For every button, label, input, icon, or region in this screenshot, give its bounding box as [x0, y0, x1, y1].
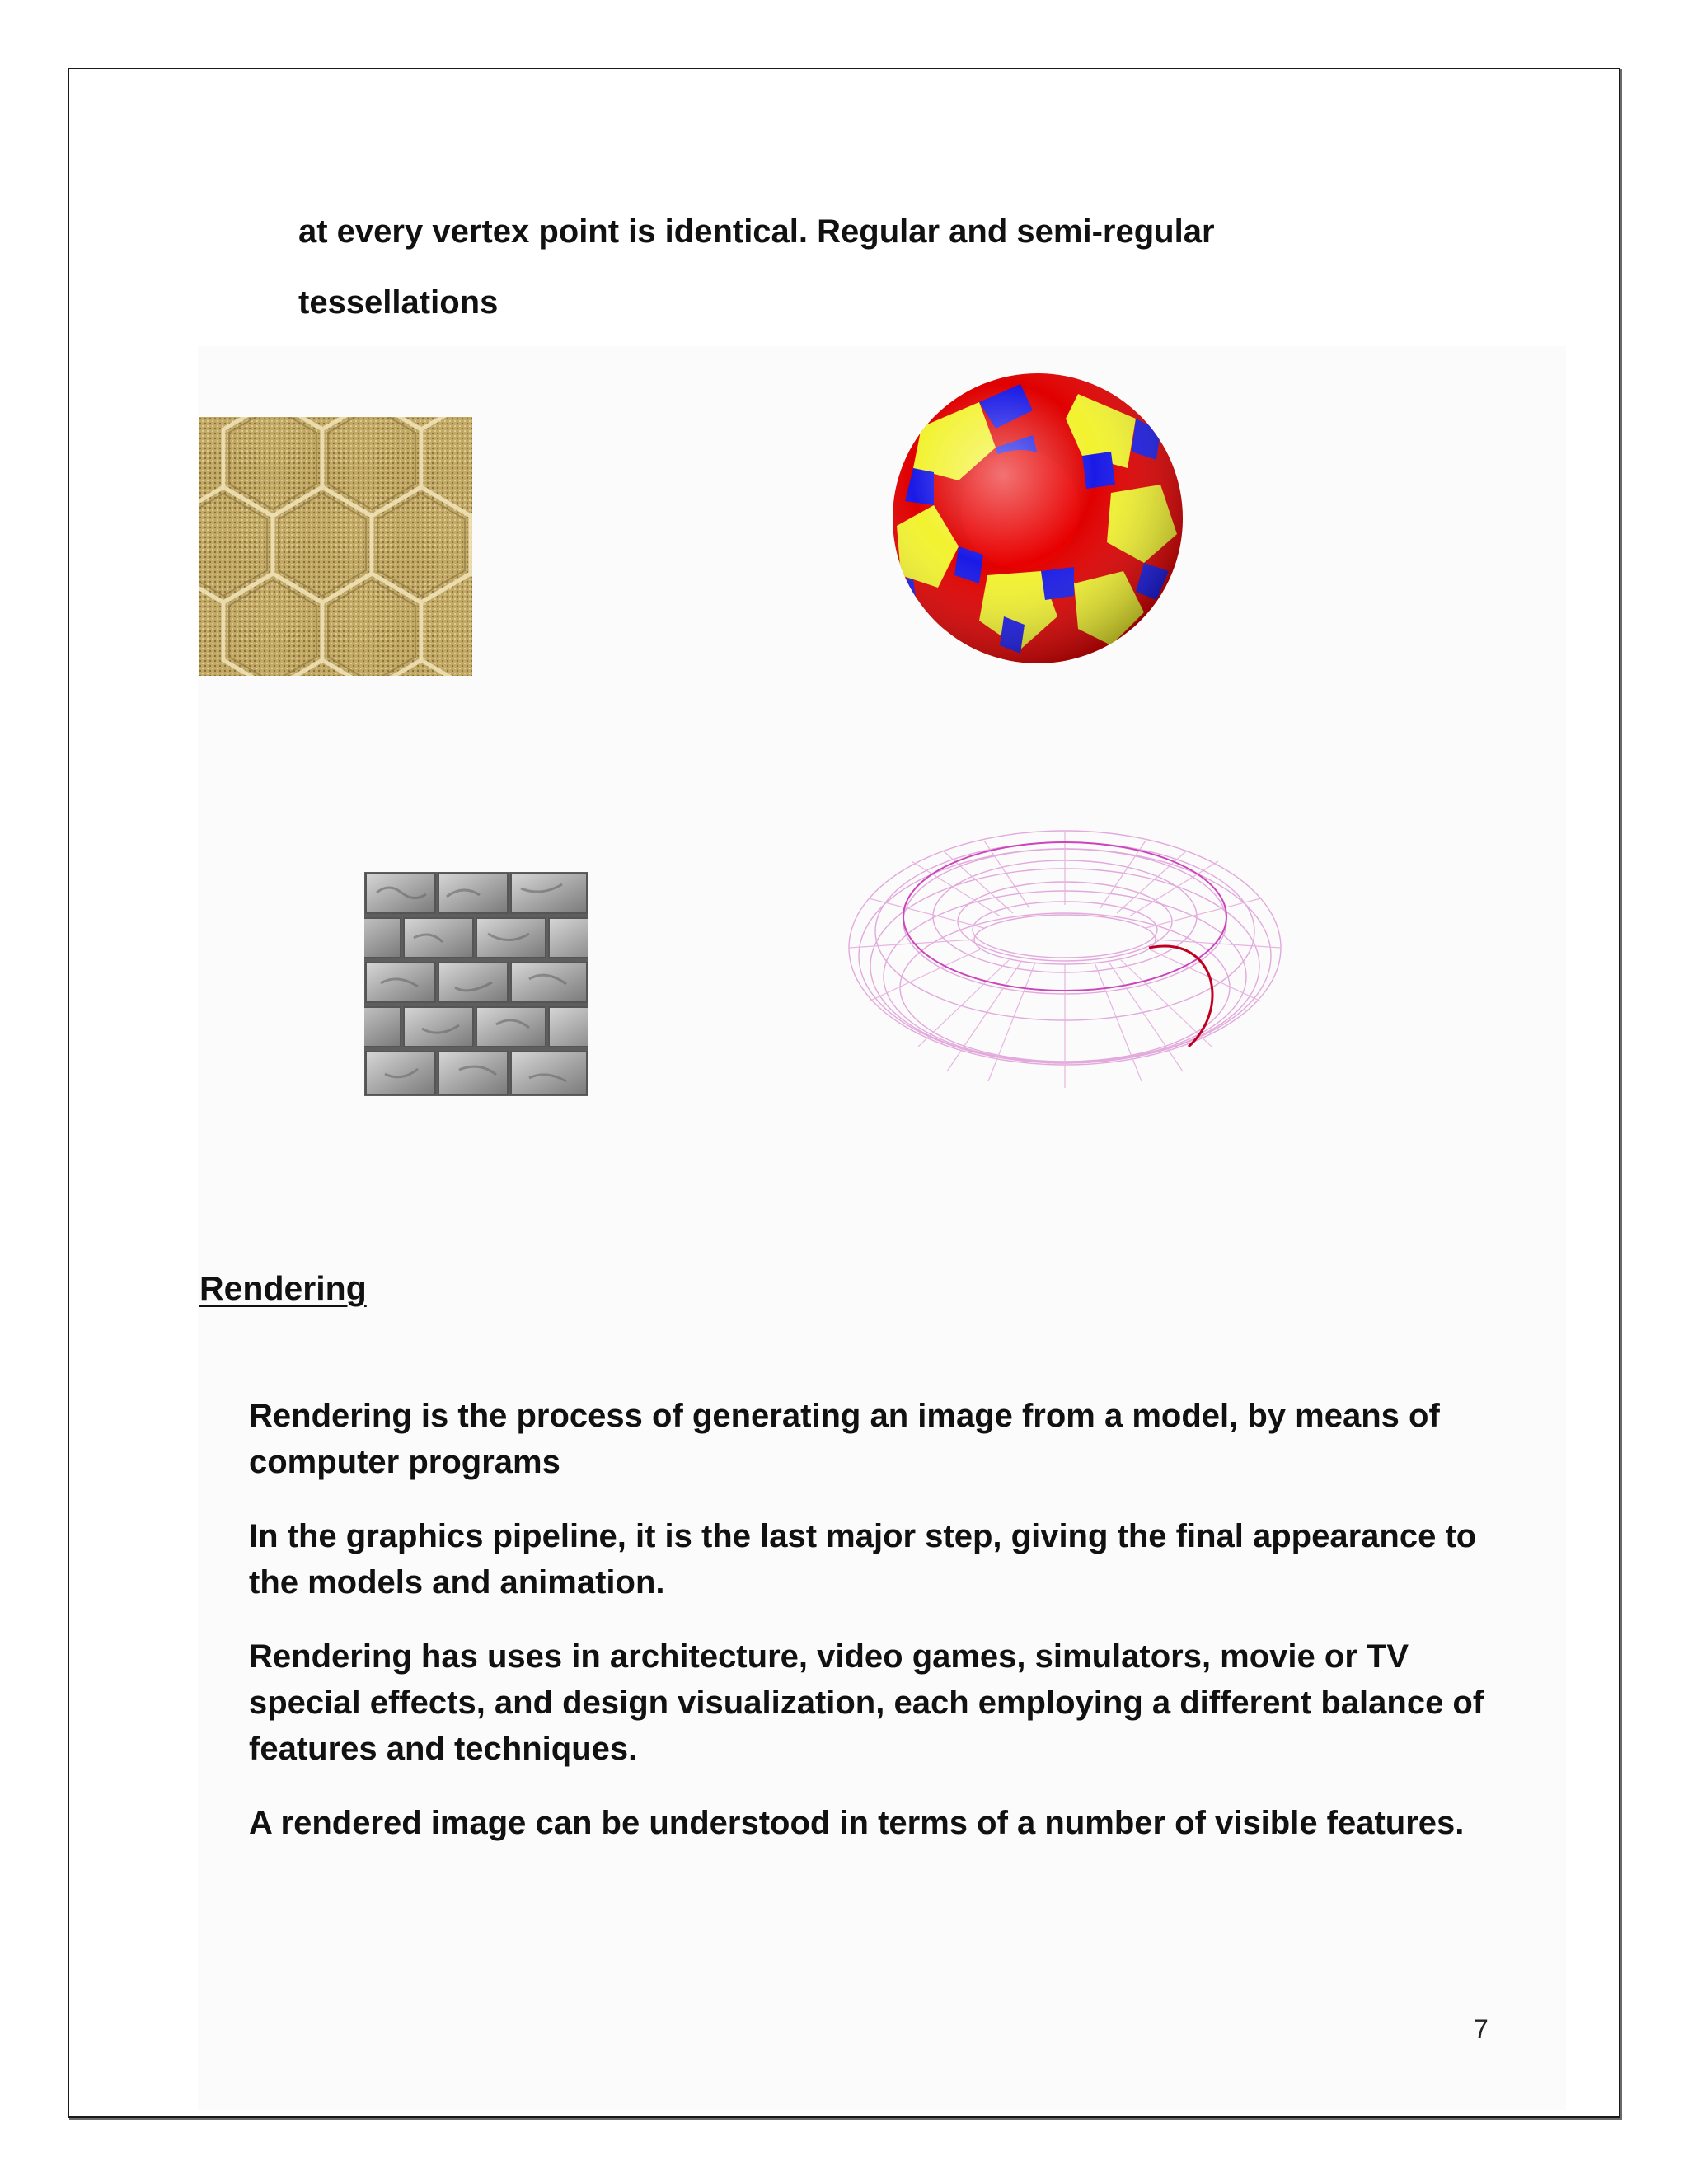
paragraph-3: Rendering has uses in architecture, video games, simulators, movie or TV special effects, and design visualization, each employing a different balance of features and techniques.	[249, 1638, 1484, 1767]
intro-text	[298, 196, 1535, 338]
tessellated-sphere-image	[889, 369, 1187, 668]
paragraph-1: Rendering is the process of generating an image from a model, by means of computer programs	[249, 1398, 1440, 1480]
wireframe-torus-image	[844, 824, 1286, 1096]
stone-brick-wall-image	[364, 872, 588, 1096]
body-text	[249, 1393, 1502, 1874]
section-heading: Rendering	[199, 1269, 367, 1307]
page-number: 7	[1474, 2014, 1489, 2044]
paragraph-2: In the graphics pipeline, it is the last major step, giving the final appearance to the models and animation.	[249, 1518, 1477, 1601]
intro-line-2: tessellations	[298, 284, 499, 321]
paragraph-4: A rendered image can be understood in terms of a number of visible features.	[249, 1805, 1465, 1841]
hexagon-texture-image	[199, 417, 472, 676]
intro-line-1: at every vertex point is identical. Regular and semi-regular	[298, 213, 1215, 250]
